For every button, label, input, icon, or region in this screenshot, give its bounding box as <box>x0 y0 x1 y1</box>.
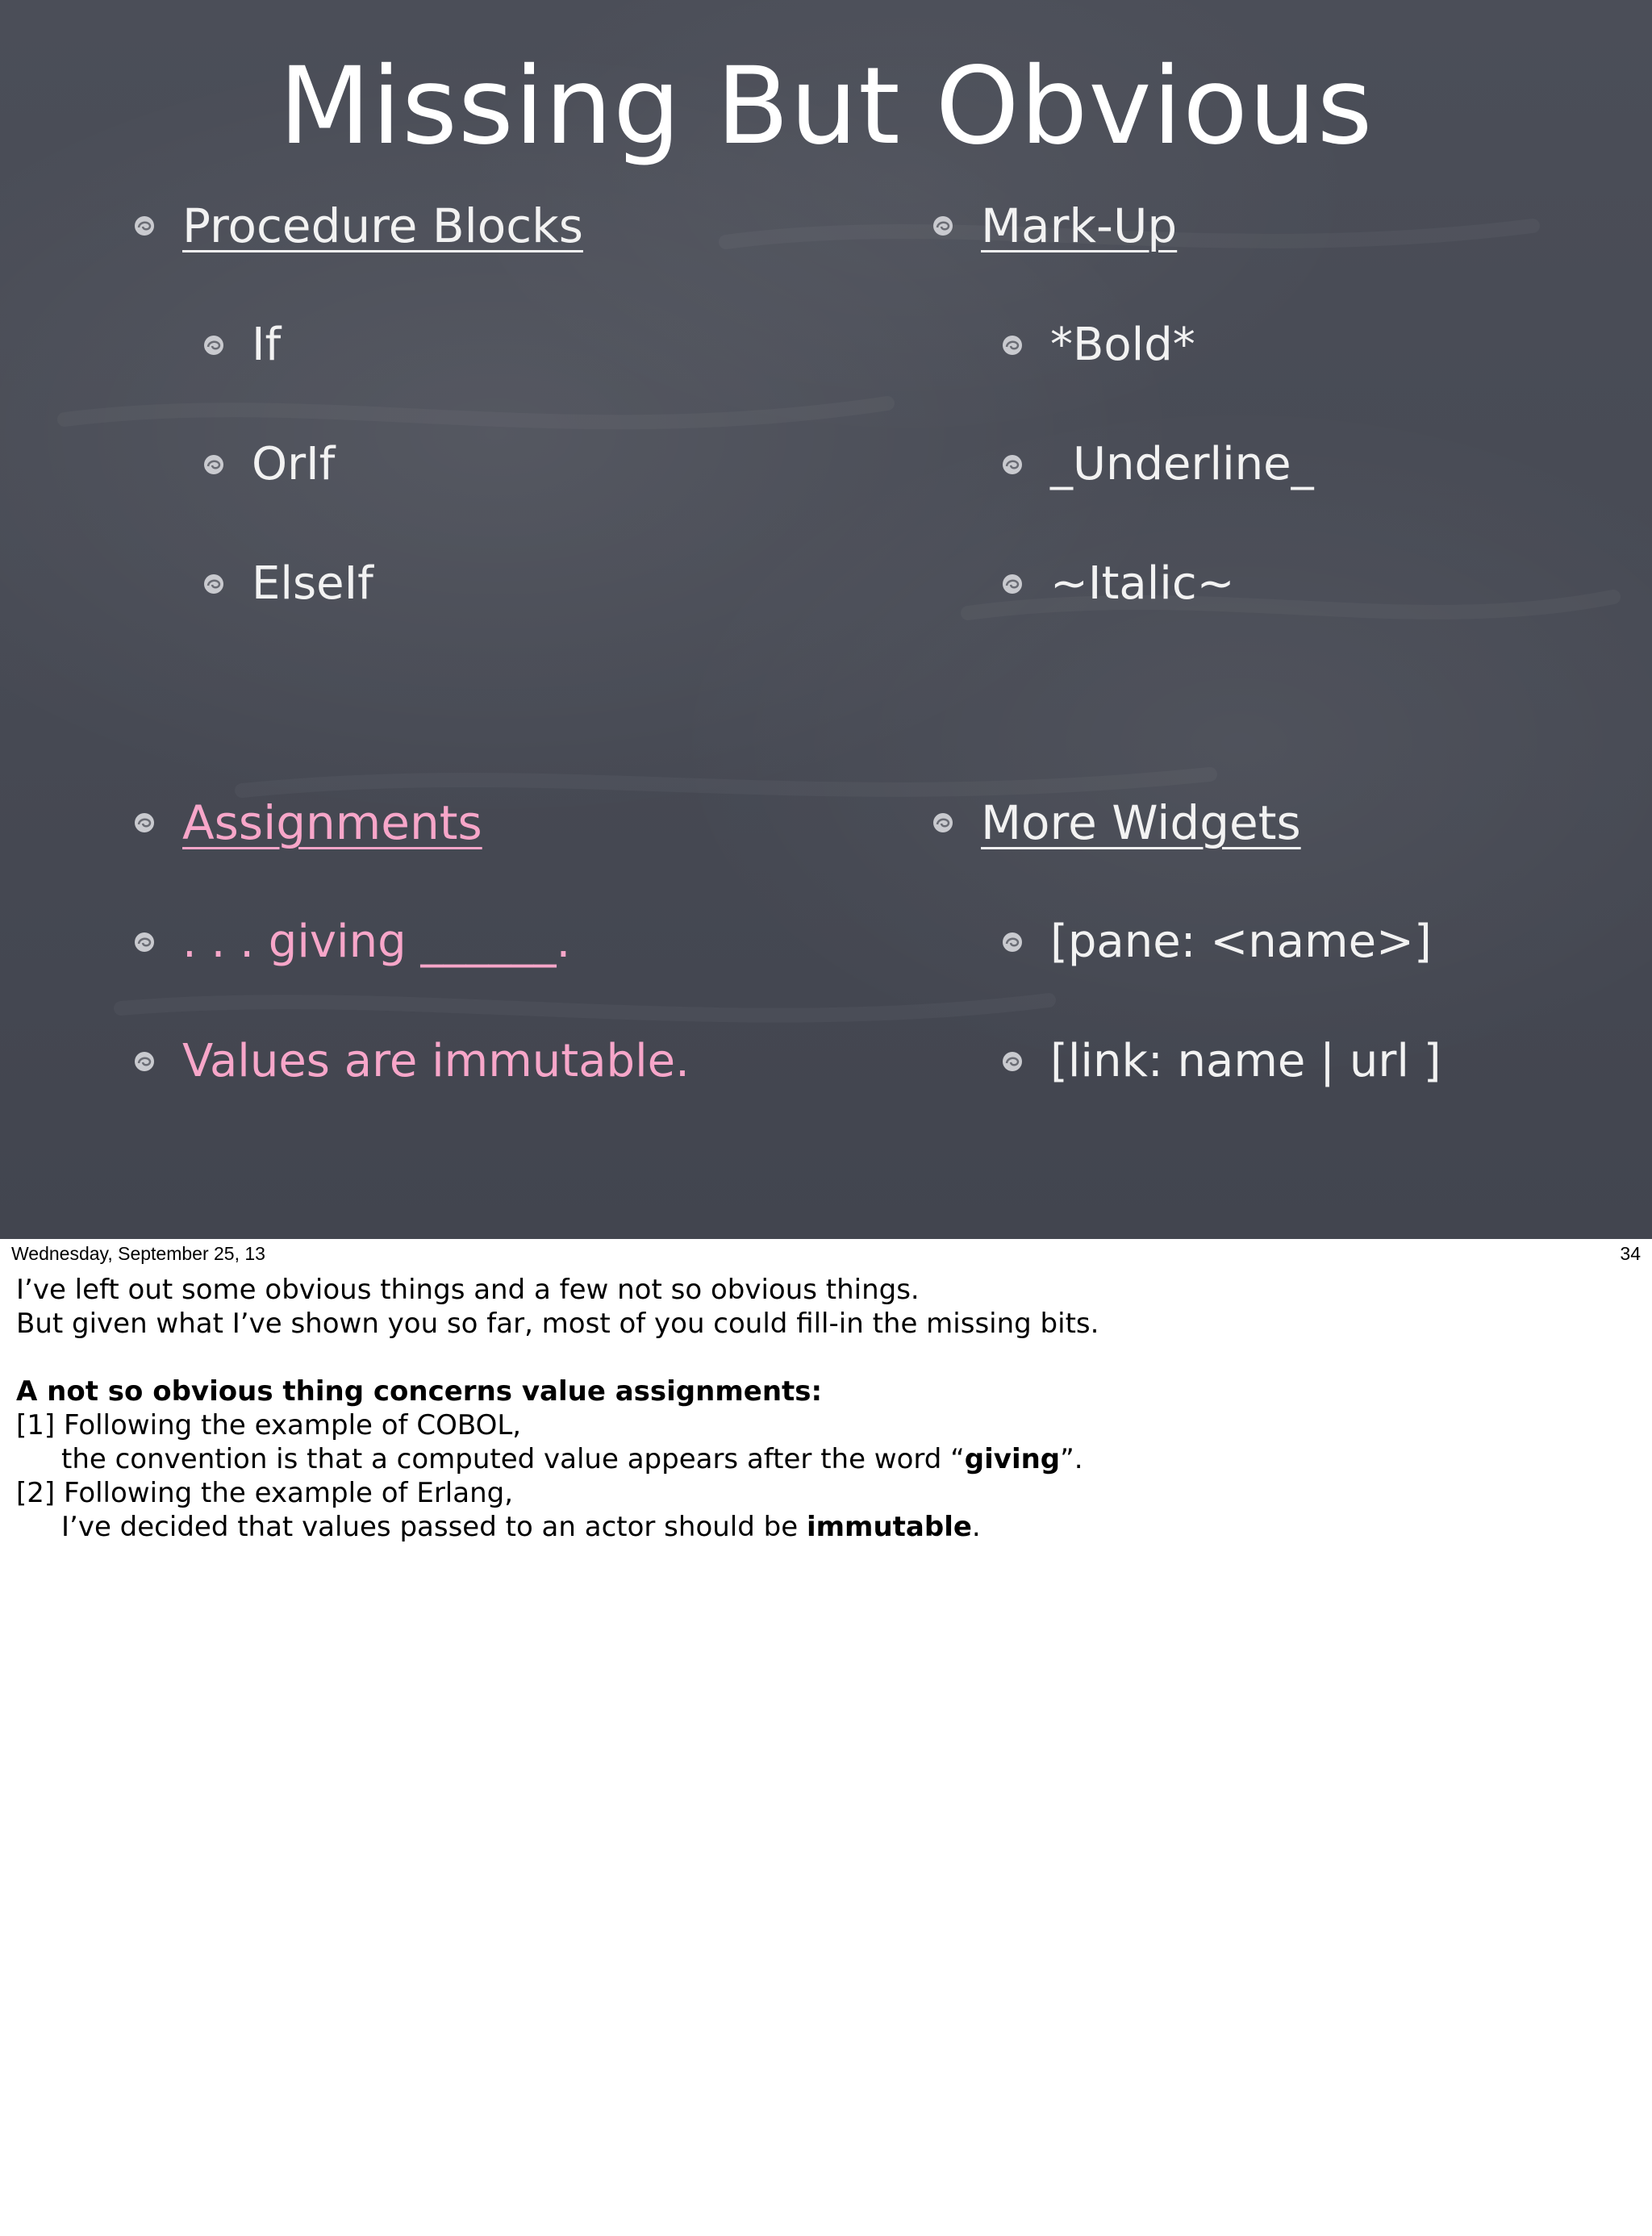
bullet-if <box>202 313 281 378</box>
swirl-bullet-icon <box>132 1049 156 1074</box>
notes-line-5 <box>16 1442 1629 1476</box>
bullet-values-immutable <box>132 1029 690 1094</box>
bullet-italic <box>1000 552 1235 616</box>
item-bold: *Bold* <box>1050 319 1195 371</box>
item-pane: [pane: <name>] <box>1050 916 1432 968</box>
heading-procedure-blocks: Procedure Blocks <box>182 198 583 253</box>
swirl-bullet-icon <box>132 930 156 954</box>
notes-line-1: I’ve left out some obvious things and a few not so obvious things. <box>16 1274 920 1306</box>
bullet-mark-up <box>931 194 1177 258</box>
bullet-underline <box>1000 432 1314 497</box>
notes-line-2: But given what I’ve shown you so far, most of you could fill-in the missing bits. <box>16 1308 1099 1340</box>
notes-line-6: [2] Following the example of Erlang, <box>16 1477 514 1509</box>
notes-line-7-post: . <box>971 1511 981 1543</box>
item-giving: . . . giving ______. <box>182 916 571 968</box>
item-if: If <box>252 319 282 371</box>
notes-line-3-bold: A not so obvious thing concerns value assignments: <box>16 1375 823 1408</box>
item-italic: ~Italic~ <box>1050 557 1235 610</box>
item-link: [link: name | url ] <box>1050 1035 1441 1087</box>
swirl-bullet-icon <box>1000 333 1024 357</box>
slide-title: Missing But Obvious <box>278 44 1374 169</box>
item-values-immutable: Values are immutable. <box>182 1035 690 1087</box>
notes-line-4: [1] Following the example of COBOL, <box>16 1409 522 1441</box>
notes-line-5-pre: the convention is that a computed value appears after the word “ <box>61 1443 965 1475</box>
swirl-bullet-icon <box>132 214 156 238</box>
item-underline: _Underline_ <box>1050 438 1314 490</box>
bullet-giving <box>132 910 570 974</box>
item-orif: OrIf <box>252 438 336 490</box>
swirl-bullet-icon <box>1000 930 1024 954</box>
swirl-bullet-icon <box>1000 1049 1024 1074</box>
item-elseif: ElseIf <box>252 557 373 610</box>
swirl-bullet-icon <box>1000 572 1024 596</box>
swirl-bullet-icon <box>931 811 955 835</box>
notes-line-7-bold: immutable <box>806 1511 972 1543</box>
bullet-more-widgets <box>931 791 1301 855</box>
swirl-bullet-icon <box>202 572 226 596</box>
bullet-link <box>1000 1029 1441 1094</box>
footer-date: Wednesday, September 25, 13 <box>11 1243 265 1264</box>
footer-page-number: 34 <box>1620 1243 1641 1264</box>
heading-assignments: Assignments <box>182 795 482 850</box>
heading-mark-up: Mark-Up <box>981 198 1178 253</box>
bullet-procedure-blocks <box>132 194 583 258</box>
swirl-bullet-icon <box>202 453 226 477</box>
notes-line-7 <box>16 1510 1629 1544</box>
speaker-notes <box>16 1273 1629 1544</box>
swirl-bullet-icon <box>1000 453 1024 477</box>
notes-line-5-bold: giving <box>964 1443 1061 1475</box>
bullet-bold <box>1000 313 1195 378</box>
swirl-bullet-icon <box>202 333 226 357</box>
bullet-orif <box>202 432 335 497</box>
bullet-assignments <box>132 791 482 855</box>
swirl-bullet-icon <box>931 214 955 238</box>
notes-line-3 <box>16 1375 1629 1408</box>
notes-line-7-pre: I’ve decided that values passed to an actor should be <box>61 1511 807 1543</box>
heading-more-widgets: More Widgets <box>981 795 1301 850</box>
bullet-pane <box>1000 910 1432 974</box>
notes-line-5-post: ”. <box>1060 1443 1083 1475</box>
bullet-elseif <box>202 552 373 616</box>
swirl-bullet-icon <box>132 811 156 835</box>
notes-blank-line <box>16 1341 1629 1375</box>
